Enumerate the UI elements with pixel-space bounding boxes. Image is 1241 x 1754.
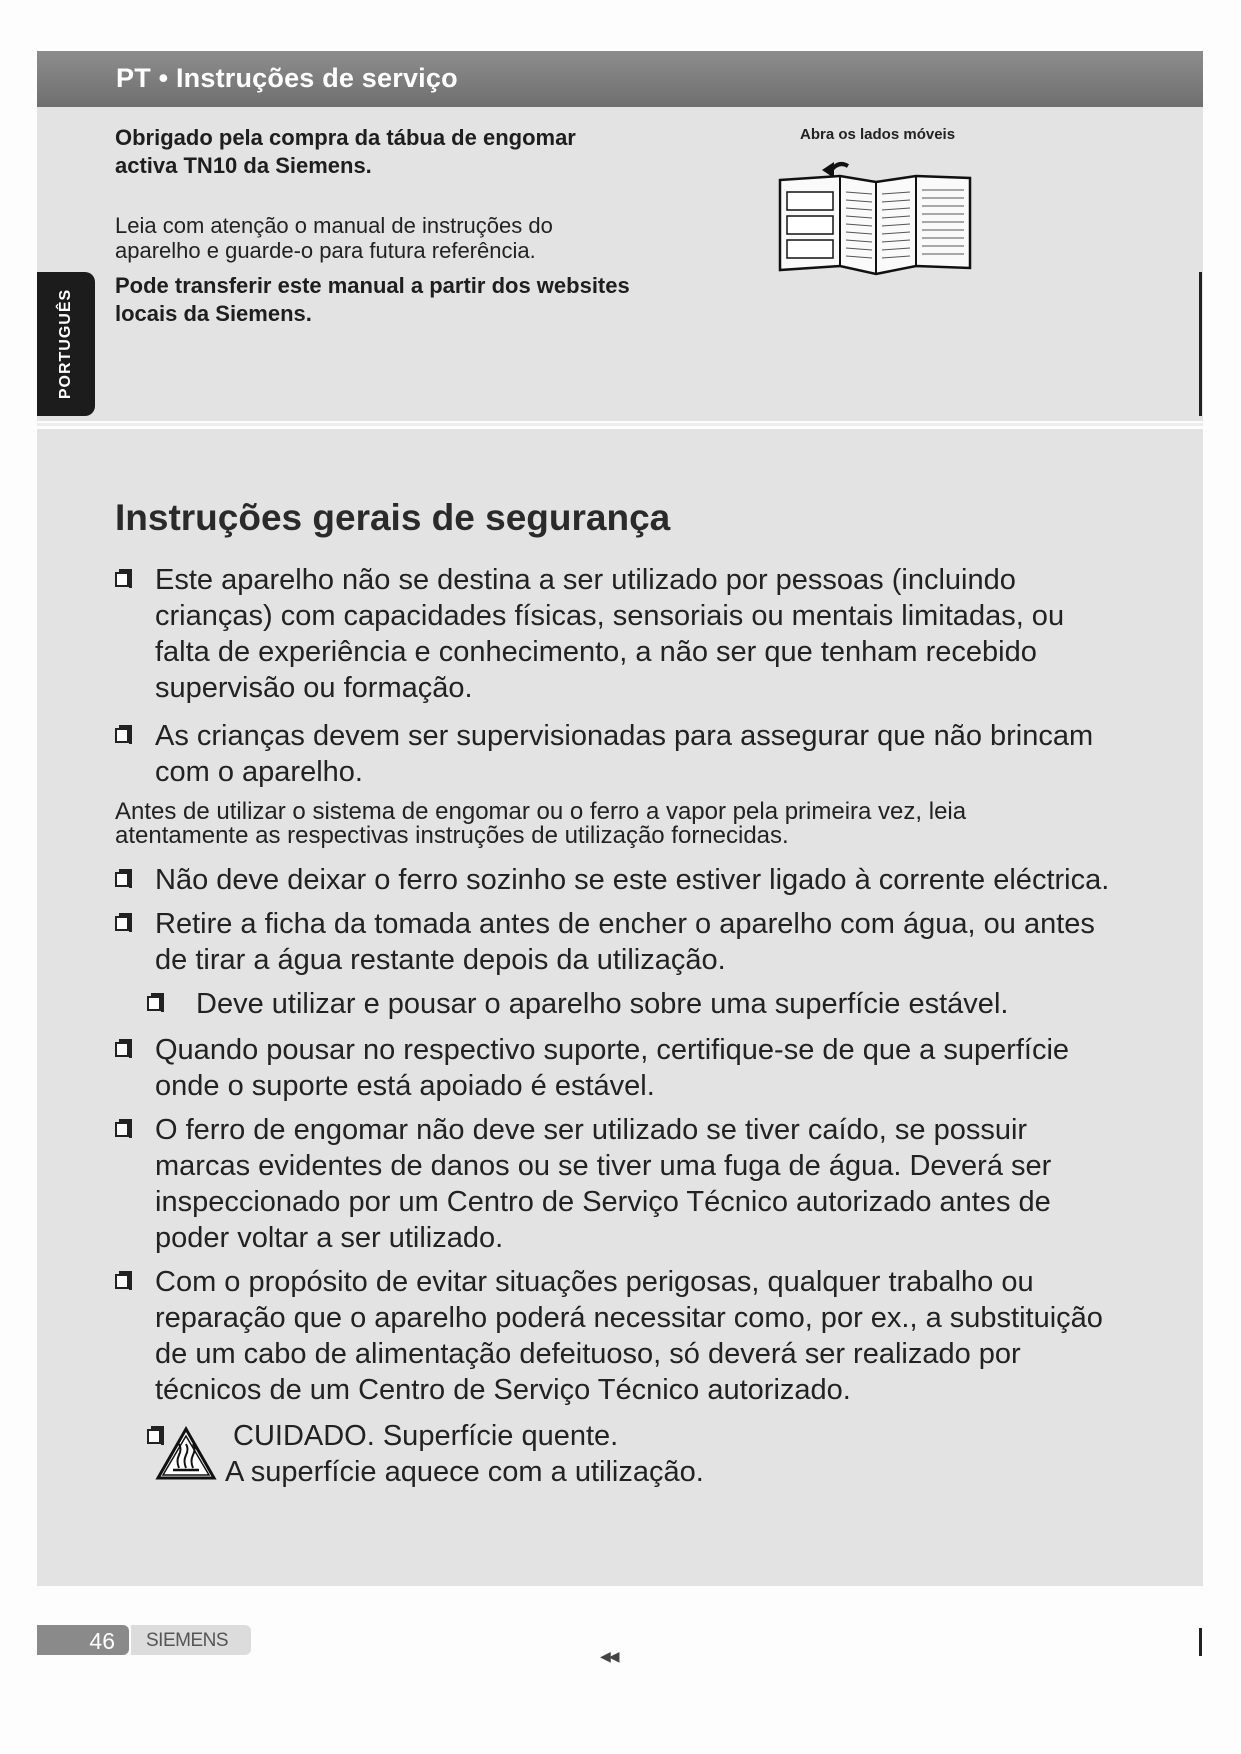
footer-right-rule	[1199, 1628, 1202, 1656]
language-tab-label: PORTUGUÊS	[57, 288, 74, 400]
right-margin-rule	[1199, 272, 1202, 416]
checkbox-bullet-icon	[115, 1042, 129, 1057]
language-tab	[37, 272, 95, 416]
safety-item: Deve utilizar e pousar o aparelho sobre uma superfície estável.	[147, 986, 1147, 1022]
safety-item: Quando pousar no respectivo suporte, certifique-se de que a superfície onde o suporte está apoiado é estável.	[115, 1032, 1125, 1104]
checkbox-bullet-icon	[115, 1274, 129, 1289]
nav-back-button[interactable]: ◀◀	[600, 1648, 618, 1664]
safety-title: Instruções gerais de segurança	[115, 497, 671, 538]
checkbox-bullet-icon	[115, 1122, 129, 1137]
intro-download: Pode transferir este manual a partir dos websites locais da Siemens.	[115, 273, 630, 326]
safety-item: Este aparelho não se destina a ser utilizado por pessoas (incluindo crianças) com capacidades físicas, sensoriais ou mentais limitadas, ou falta de experiência e conhecimento, a não ser que tenham recebido supervisão ou formação.	[115, 562, 1125, 706]
checkbox-bullet-icon	[115, 872, 129, 887]
warning-text: A superfície aquece com a utilização.	[225, 1456, 704, 1488]
intro-read: Leia com atenção o manual de instruções do aparelho e guarde-o para futura referência.	[115, 213, 553, 263]
warning-title: CUIDADO. Superfície quente.	[233, 1420, 619, 1452]
checkbox-bullet-icon	[115, 728, 129, 743]
header-bar	[37, 51, 1203, 107]
hot-surface-warning	[147, 1418, 847, 1498]
safety-item: Não deve deixar o ferro sozinho se este estiver ligado à corrente eléctrica.	[115, 862, 1175, 898]
brand-tab	[131, 1625, 251, 1655]
checkbox-bullet-icon	[115, 916, 129, 931]
page-number: 46	[89, 1628, 115, 1654]
safety-item: Retire a ficha da tomada antes de encher o aparelho com água, ou antes de tirar a água restante depois da utilização.	[115, 906, 1125, 978]
figure-caption: Abra os lados móveis	[800, 126, 956, 143]
open-book-icon	[778, 152, 978, 282]
safety-item: As crianças devem ser supervisionadas para assegurar que não brincam com o aparelho.	[115, 718, 1125, 790]
checkbox-bullet-icon	[147, 996, 161, 1011]
safety-item: O ferro de engomar não deve ser utilizado se tiver caído, se possuir marcas evidentes de danos ou se tiver uma fuga de água. Deverá ser inspeccionado por um Centro de Serviço Técnico autorizado antes de poder voltar a ser utilizado.	[115, 1112, 1125, 1256]
safety-item: Com o propósito de evitar situações perigosas, qualquer trabalho ou reparação que o aparelho poderá necessitar como, por ex., a substituição de um cabo de alimentação defeituoso, só deverá ser realizado por técnicos de um Centro de Serviço Técnico autorizado.	[115, 1264, 1135, 1408]
header-title: PT • Instruções de serviço	[116, 63, 458, 93]
brand-name: SIEMENS	[146, 1630, 229, 1651]
hot-surface-warning-icon	[155, 1426, 217, 1482]
checkbox-bullet-icon	[115, 572, 129, 587]
intro-thanks: Obrigado pela compra da tábua de engomar activa TN10 da Siemens.	[115, 125, 576, 178]
safety-note: Antes de utilizar o sistema de engomar ou o ferro a vapor pela primeira vez, leia atentamente as respectivas instruções de utilização fornecidas.	[115, 798, 967, 849]
page-number-tab	[37, 1625, 129, 1655]
